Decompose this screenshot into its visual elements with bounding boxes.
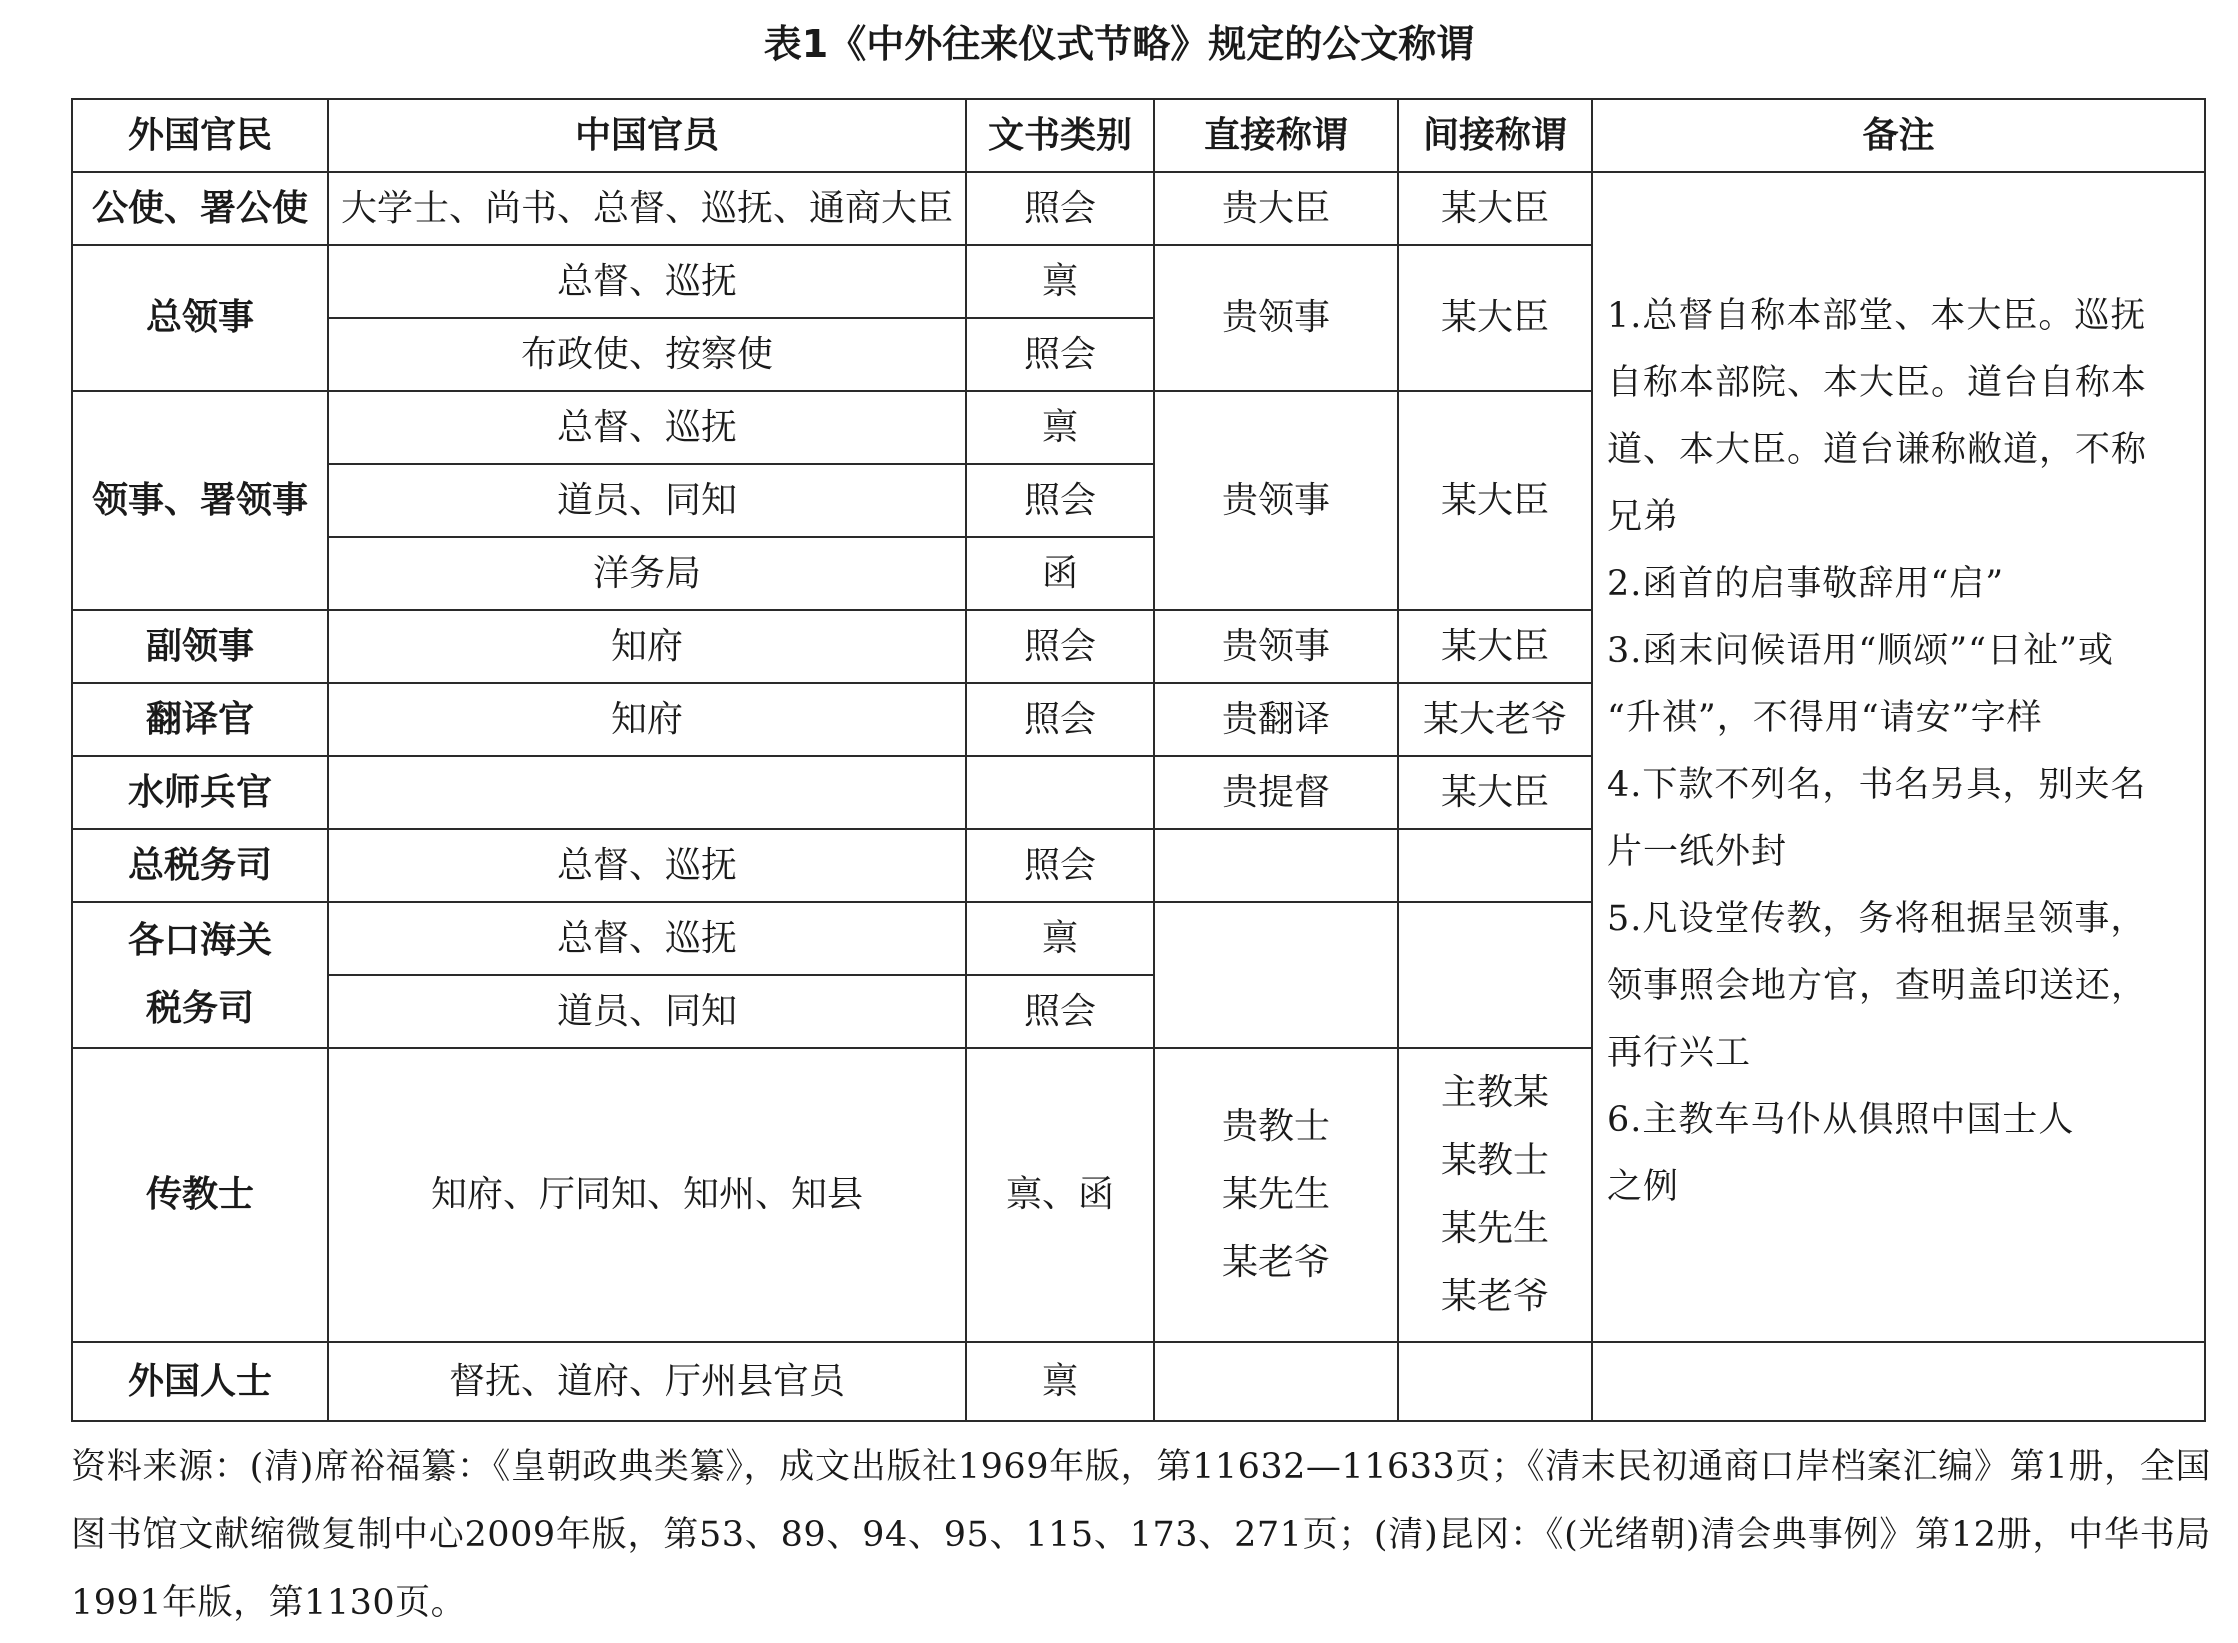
header-direct: 直接称谓 — [1154, 99, 1398, 172]
cell-doc — [966, 756, 1154, 829]
table-row — [72, 1342, 2205, 1421]
cell-doc: 照会 — [966, 464, 1154, 537]
cell-doc: 照会 — [966, 829, 1154, 902]
note-line: 4.下款不列名，书名另具，别夹名 — [1607, 765, 2147, 805]
header-chinese: 中国官员 — [328, 99, 966, 172]
cell-chinese: 道员、同知 — [328, 464, 966, 537]
note-line: 2.函首的启事敬辞用“启” — [1607, 564, 2005, 604]
table-row — [72, 172, 2205, 245]
cell-direct: 贵提督 — [1154, 756, 1398, 829]
cell-indirect-line: 某老爷 — [1440, 1276, 1549, 1317]
note-line: 自称本部院、本大臣。道台自称本 — [1607, 363, 2148, 403]
cell-foreign: 传教士 — [72, 1048, 328, 1342]
cell-chinese: 知府、厅同知、知州、知县 — [328, 1048, 966, 1342]
note-line: 道、本大臣。道台谦称敝道，不称 — [1607, 430, 2148, 470]
cell-chinese: 知府 — [328, 610, 966, 683]
cell-foreign: 领事、署领事 — [72, 391, 328, 610]
note-line: 片一纸外封 — [1607, 832, 1788, 872]
cell-indirect — [1398, 902, 1592, 1048]
note-line: 再行兴工 — [1607, 1033, 1752, 1073]
cell-doc: 禀 — [966, 1342, 1154, 1421]
cell-indirect-line: 某先生 — [1440, 1208, 1549, 1249]
cell-doc: 照会 — [966, 610, 1154, 683]
cell-doc: 函 — [966, 537, 1154, 610]
notes-cell — [1592, 172, 2205, 1342]
cell-chinese: 知府 — [328, 683, 966, 756]
note-line: 领事照会地方官，查明盖印送还， — [1607, 966, 2148, 1006]
source-note: 资料来源：(清)席裕福纂：《皇朝政典类纂》，成文出版社1969年版，第11632—11633页；《清末民初通商口岸档案汇编》第1册，全国图书馆文献缩微复制中心2009年版，第53、89、94、95、115、173、271页；(清)昆冈：《(光绪朝)清会典事例》第12册，中华书局1991年版，第1130页。 — [71, 1447, 2211, 1623]
header-indirect: 间接称谓 — [1398, 99, 1592, 172]
cell-foreign: 外国人士 — [72, 1342, 328, 1421]
cell-doc: 照会 — [966, 683, 1154, 756]
cell-chinese: 大学士、尚书、总督、巡抚、通商大臣 — [328, 172, 966, 245]
cell-indirect: 某大臣 — [1398, 756, 1592, 829]
cell-foreign: 副领事 — [72, 610, 328, 683]
cell-doc: 禀 — [966, 245, 1154, 318]
cell-direct — [1154, 1342, 1398, 1421]
cell-chinese: 布政使、按察使 — [328, 318, 966, 391]
cell-direct: 贵领事 — [1154, 610, 1398, 683]
cell-chinese: 总督、巡抚 — [328, 245, 966, 318]
note-line: 兄弟 — [1607, 497, 1680, 537]
appellation-table — [71, 98, 2206, 1422]
header-row — [72, 99, 2205, 172]
cell-direct: 贵翻译 — [1154, 683, 1398, 756]
cell-foreign: 总税务司 — [72, 829, 328, 902]
header-doc-type: 文书类别 — [966, 99, 1154, 172]
cell-doc: 禀、函 — [966, 1048, 1154, 1342]
cell-doc: 禀 — [966, 902, 1154, 975]
note-line: “升祺”，不得用“请安”字样 — [1607, 698, 2043, 738]
note-line: 6.主教车马仆从俱照中国士人 — [1607, 1100, 2075, 1140]
cell-note — [1592, 1342, 2205, 1421]
cell-foreign: 水师兵官 — [72, 756, 328, 829]
cell-direct-line: 某先生 — [1221, 1174, 1330, 1215]
header-notes: 备注 — [1592, 99, 2205, 172]
cell-foreign — [72, 902, 328, 1048]
cell-direct: 贵大臣 — [1154, 172, 1398, 245]
cell-indirect — [1398, 1048, 1592, 1342]
cell-foreign-line: 各口海关 — [127, 920, 272, 961]
cell-chinese — [328, 756, 966, 829]
cell-foreign: 公使、署公使 — [72, 172, 328, 245]
cell-doc: 照会 — [966, 318, 1154, 391]
cell-chinese: 道员、同知 — [328, 975, 966, 1048]
cell-direct — [1154, 1048, 1398, 1342]
cell-direct-line: 某老爷 — [1221, 1242, 1330, 1283]
note-line: 之例 — [1607, 1167, 1680, 1207]
cell-direct: 贵领事 — [1154, 245, 1398, 391]
cell-direct — [1154, 902, 1398, 1048]
cell-indirect-line: 主教某 — [1440, 1072, 1549, 1113]
cell-foreign: 总领事 — [72, 245, 328, 391]
cell-indirect — [1398, 829, 1592, 902]
cell-direct: 贵领事 — [1154, 391, 1398, 610]
cell-indirect: 某大臣 — [1398, 610, 1592, 683]
cell-direct-line: 贵教士 — [1221, 1106, 1330, 1147]
cell-chinese: 总督、巡抚 — [328, 902, 966, 975]
cell-indirect — [1398, 1342, 1592, 1421]
cell-doc: 禀 — [966, 391, 1154, 464]
cell-chinese: 总督、巡抚 — [328, 829, 966, 902]
cell-chinese: 总督、巡抚 — [328, 391, 966, 464]
cell-chinese: 督抚、道府、厅州县官员 — [328, 1342, 966, 1421]
cell-direct — [1154, 829, 1398, 902]
cell-indirect-line: 某教士 — [1440, 1140, 1549, 1181]
header-foreign: 外国官民 — [72, 99, 328, 172]
cell-indirect: 某大臣 — [1398, 172, 1592, 245]
cell-doc: 照会 — [966, 172, 1154, 245]
cell-foreign: 翻译官 — [72, 683, 328, 756]
cell-chinese: 洋务局 — [328, 537, 966, 610]
table-title: 表1《中外往来仪式节略》规定的公文称谓 — [763, 22, 1475, 66]
note-line: 5.凡设堂传教，务将租据呈领事， — [1607, 899, 2147, 939]
cell-foreign-line: 税务司 — [145, 988, 254, 1029]
note-line: 3.函末问候语用“顺颂”“日祉”或 — [1607, 631, 2114, 671]
note-line: 1.总督自称本部堂、本大臣。巡抚 — [1607, 296, 2147, 336]
cell-indirect: 某大臣 — [1398, 245, 1592, 391]
cell-indirect: 某大臣 — [1398, 391, 1592, 610]
cell-indirect: 某大老爷 — [1398, 683, 1592, 756]
cell-doc: 照会 — [966, 975, 1154, 1048]
